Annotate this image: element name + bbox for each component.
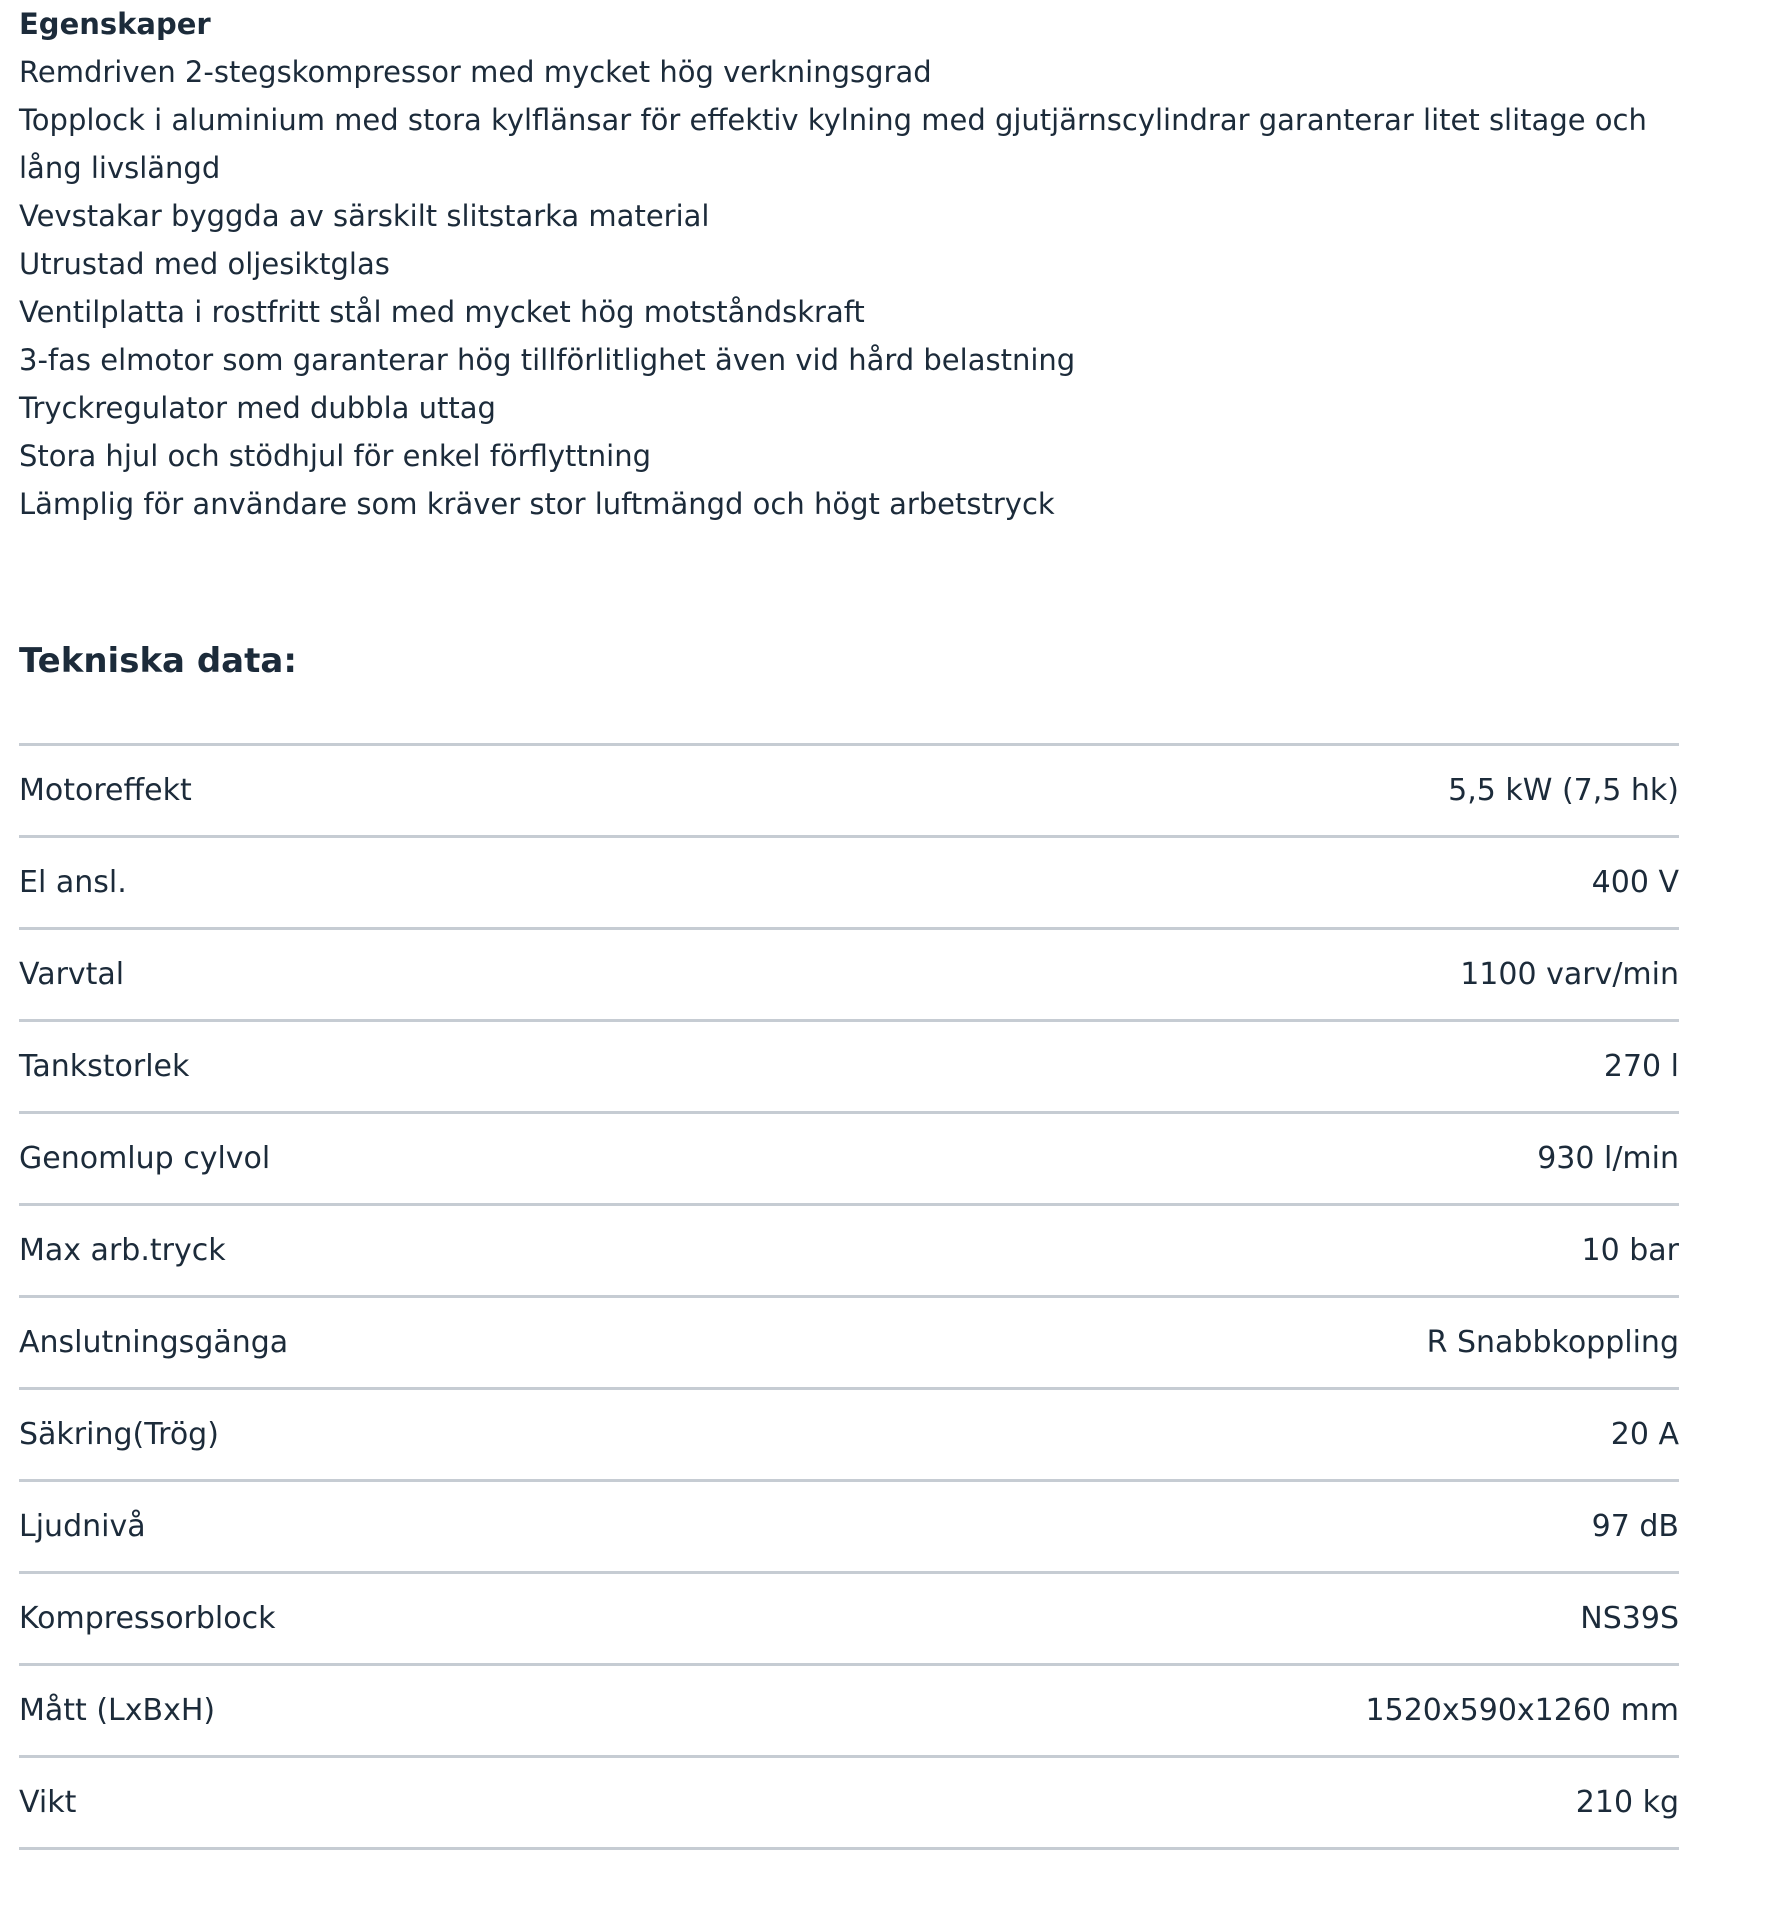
spec-label: Varvtal <box>19 957 125 992</box>
spec-value: 1520x590x1260 mm <box>1365 1693 1679 1728</box>
tech-data-heading: Tekniska data: <box>19 641 297 681</box>
spec-value: 1100 varv/min <box>1460 957 1679 992</box>
spec-value: 5,5 kW (7,5 hk) <box>1448 773 1679 808</box>
spec-value: 270 l <box>1603 1049 1679 1084</box>
spec-label: Max arb.tryck <box>19 1233 226 1268</box>
spec-label: Kompressorblock <box>19 1601 276 1636</box>
spec-value: 930 l/min <box>1537 1141 1679 1176</box>
spec-label: Genomlup cylvol <box>19 1141 271 1176</box>
spec-row <box>19 1666 1679 1758</box>
spec-label: Anslutningsgänga <box>19 1325 289 1360</box>
spec-label: Motoreffekt <box>19 773 192 808</box>
spec-value: 210 kg <box>1575 1785 1679 1820</box>
spec-row <box>19 1482 1679 1574</box>
features-heading: Egenskaper <box>19 7 211 41</box>
spec-row <box>19 1574 1679 1666</box>
spec-value: 97 dB <box>1591 1509 1679 1544</box>
spec-label: El ansl. <box>19 865 127 900</box>
spec-row <box>19 1758 1679 1850</box>
spec-row <box>19 1114 1679 1206</box>
feature-item: Topplock i aluminium med stora kylflänsar för effektiv kylning med gjutjärnscylindrar garanterar litet slitage och lång livslängd <box>19 103 1647 185</box>
spec-label: Ljudnivå <box>19 1509 146 1544</box>
spec-table <box>19 743 1679 1850</box>
spec-value: R Snabbkoppling <box>1426 1325 1679 1360</box>
spec-label: Mått (LxBxH) <box>19 1693 216 1728</box>
features-list <box>19 48 1679 528</box>
spec-value: 20 A <box>1610 1417 1679 1452</box>
feature-item: Ventilplatta i rostfritt stål med mycket hög motståndskraft <box>19 295 865 329</box>
feature-item: Tryckregulator med dubbla uttag <box>19 391 496 425</box>
spec-label: Tankstorlek <box>19 1049 190 1084</box>
spec-value: 400 V <box>1591 865 1679 900</box>
spec-row <box>19 1022 1679 1114</box>
feature-item: Lämplig för användare som kräver stor luftmängd och högt arbetstryck <box>19 487 1055 521</box>
feature-item: Remdriven 2-stegskompressor med mycket hög verkningsgrad <box>19 55 932 89</box>
spec-label: Säkring(Trög) <box>19 1417 219 1452</box>
spec-row <box>19 930 1679 1022</box>
feature-item: Vevstakar byggda av särskilt slitstarka material <box>19 199 710 233</box>
spec-row <box>19 838 1679 930</box>
feature-item: Stora hjul och stödhjul för enkel förflyttning <box>19 439 651 473</box>
spec-row <box>19 1298 1679 1390</box>
spec-row <box>19 1206 1679 1298</box>
spec-row <box>19 746 1679 838</box>
spec-label: Vikt <box>19 1785 77 1820</box>
spec-value: NS39S <box>1580 1601 1679 1636</box>
product-description <box>19 0 1679 1820</box>
feature-item: 3-fas elmotor som garanterar hög tillförlitlighet även vid hård belastning <box>19 343 1076 377</box>
spec-value: 10 bar <box>1581 1233 1679 1268</box>
feature-item: Utrustad med oljesiktglas <box>19 247 390 281</box>
spec-row <box>19 1390 1679 1482</box>
